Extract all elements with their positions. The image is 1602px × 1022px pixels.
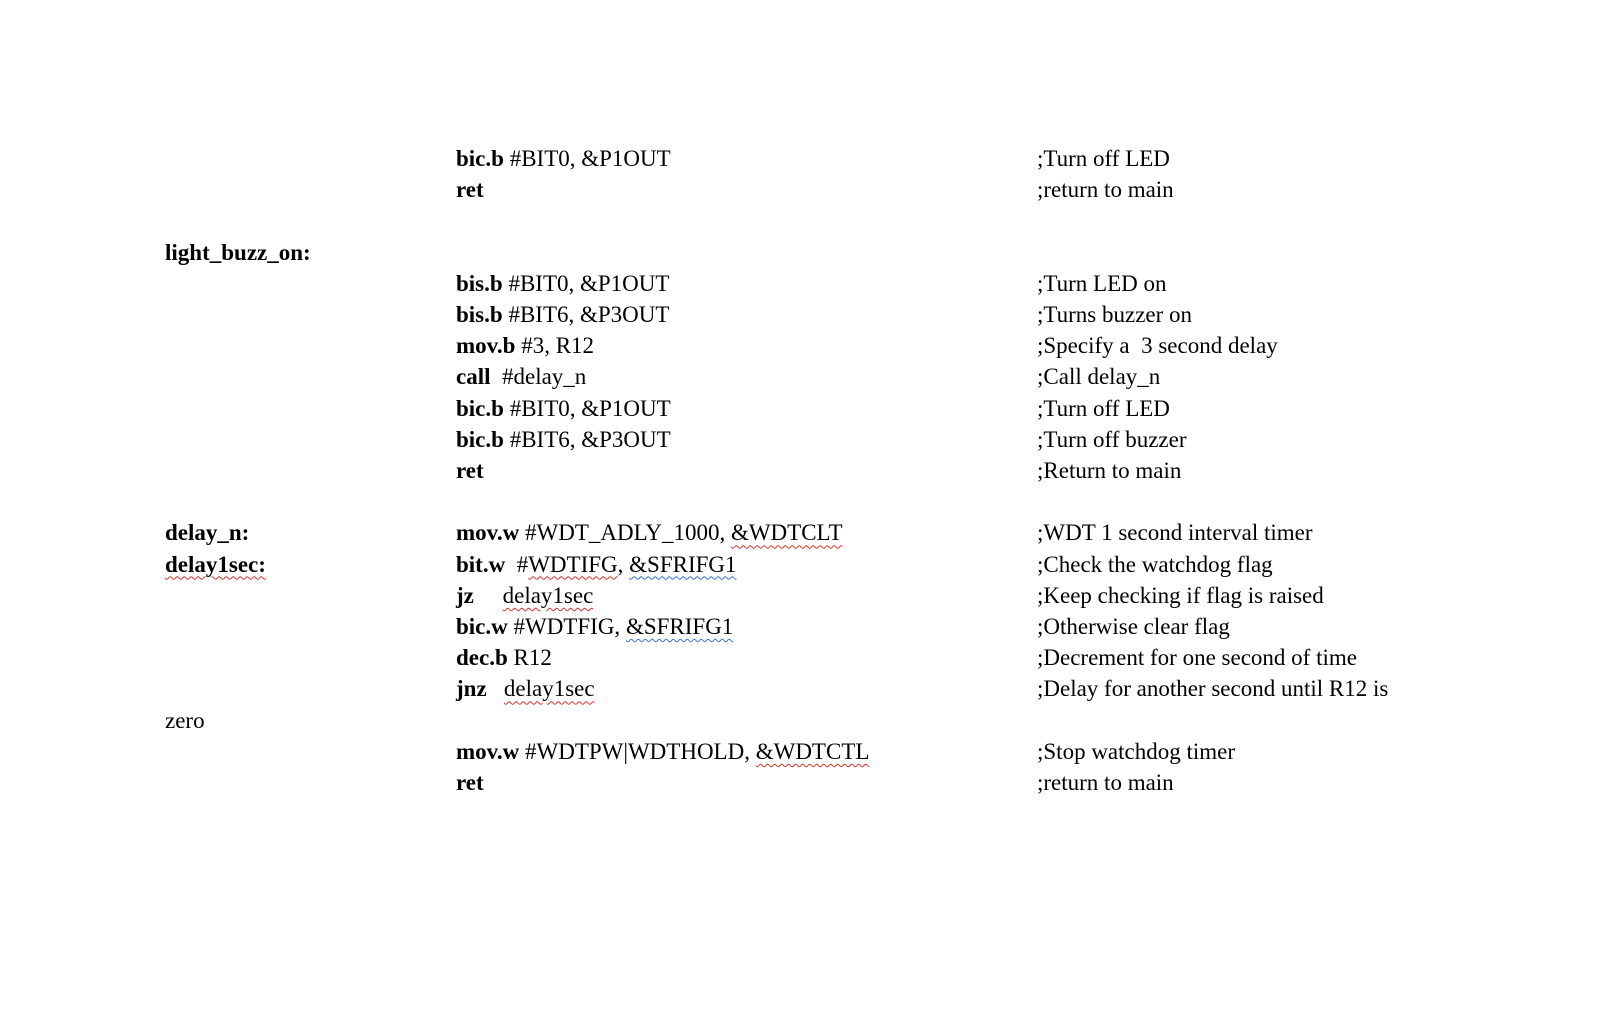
instruction — [456, 268, 669, 300]
opcode: call — [456, 364, 491, 390]
code-line — [0, 330, 1602, 362]
code-line — [0, 299, 1602, 331]
code-line — [0, 486, 1602, 518]
code-comment: ;Decrement for one second of time — [1037, 645, 1357, 671]
instruction — [456, 611, 733, 643]
code-line — [0, 455, 1602, 487]
operand: delay1sec — [502, 582, 594, 608]
code-line — [0, 237, 1602, 269]
code-comment: ;WDT 1 second interval timer — [1037, 520, 1313, 546]
code-line — [0, 268, 1602, 300]
operand: #WDTFIG, — [507, 614, 626, 639]
code-comment: ;Delay for another second until R12 is — [1037, 676, 1389, 702]
instruction — [456, 736, 869, 768]
operand: #3, R12 — [515, 333, 595, 359]
code-line — [0, 705, 1602, 737]
code-comment: ;return to main — [1037, 177, 1174, 203]
operand: #BIT0, &P1OUT — [503, 395, 671, 421]
code-comment: ;Specify a 3 second delay — [1037, 333, 1278, 359]
opcode: mov.b — [456, 333, 516, 359]
code-comment: ;Stop watchdog timer — [1037, 738, 1236, 764]
code-line — [0, 611, 1602, 643]
opcode: bic.b — [456, 395, 504, 421]
operand: , — [617, 551, 630, 577]
instruction — [456, 673, 595, 705]
operand: &WDTCTL — [755, 738, 870, 764]
opcode: bis.b — [456, 270, 503, 296]
code-comment: ;Turn off buzzer — [1037, 426, 1187, 452]
instruction — [456, 580, 593, 612]
opcode: dec.b — [456, 645, 508, 671]
code-comment: ;Turn off LED — [1037, 146, 1170, 171]
code-comment: ;Keep checking if flag is raised — [1037, 582, 1324, 608]
instruction — [456, 517, 843, 549]
operand — [487, 676, 504, 701]
instruction — [456, 767, 484, 799]
operand: #delay_n — [490, 364, 587, 390]
operand: #BIT6, &P3OUT — [502, 302, 670, 327]
code-line — [0, 517, 1602, 549]
operand: #BIT6, &P3OUT — [503, 426, 671, 452]
code-label: delay_n: — [165, 520, 250, 546]
opcode: ret — [456, 177, 484, 203]
code-line — [0, 642, 1602, 674]
code-comment: ;Otherwise clear flag — [1037, 614, 1230, 639]
code-comment: ;Call delay_n — [1037, 364, 1161, 390]
operand: &WDTCLT — [730, 520, 843, 546]
code-line — [0, 174, 1602, 206]
instruction — [456, 174, 484, 206]
code-comment: ;Check the watchdog flag — [1037, 551, 1273, 577]
instruction — [456, 330, 594, 362]
code-comment: ;Turns buzzer on — [1037, 302, 1193, 327]
operand: #BIT0, &P1OUT — [502, 270, 670, 296]
opcode: jnz — [456, 676, 487, 702]
operand: WDTIFG — [528, 551, 618, 577]
operand: #BIT0, &P1OUT — [503, 146, 671, 171]
code-line — [0, 393, 1602, 425]
opcode: bic.w — [456, 614, 508, 639]
code-line — [0, 580, 1602, 612]
code-line — [0, 143, 1602, 175]
operand: # — [505, 551, 529, 577]
code-line — [0, 673, 1602, 705]
instruction — [456, 361, 586, 393]
code-comment: ;return to main — [1037, 770, 1174, 795]
instruction — [456, 424, 671, 456]
code-comment: ;Turn LED on — [1037, 270, 1167, 296]
instruction — [456, 549, 737, 581]
code-label: light_buzz_on: — [165, 239, 311, 265]
operand: &SFRIFG1 — [625, 614, 734, 639]
operand: &SFRIFG1 — [629, 551, 737, 577]
operand: #WDTPW|WDTHOLD, — [519, 738, 756, 764]
operand: #WDT_ADLY_1000, — [519, 520, 731, 546]
code-line — [0, 549, 1602, 581]
opcode: ret — [456, 458, 484, 483]
operand: delay1sec — [503, 676, 595, 702]
instruction — [456, 642, 552, 674]
code-line — [0, 361, 1602, 393]
opcode: bis.b — [456, 302, 503, 327]
opcode: ret — [456, 770, 484, 795]
instruction — [456, 143, 671, 175]
opcode: bic.b — [456, 146, 504, 171]
code-line — [0, 424, 1602, 456]
code-line — [0, 767, 1602, 799]
opcode: jz — [456, 582, 474, 608]
code-comment: ;Return to main — [1037, 458, 1182, 483]
opcode: bic.b — [456, 426, 504, 452]
opcode: bit.w — [456, 551, 506, 577]
instruction — [456, 393, 671, 425]
operand: R12 — [507, 645, 552, 671]
code-line — [0, 205, 1602, 237]
code-label: delay1sec: — [165, 551, 266, 577]
code-comment: ;Turn off LED — [1037, 395, 1170, 421]
instruction — [456, 455, 484, 487]
instruction — [456, 299, 669, 331]
operand — [474, 583, 503, 608]
code-line — [0, 736, 1602, 768]
opcode: mov.w — [456, 738, 520, 764]
code-label: zero — [165, 707, 205, 733]
opcode: mov.w — [456, 520, 520, 546]
